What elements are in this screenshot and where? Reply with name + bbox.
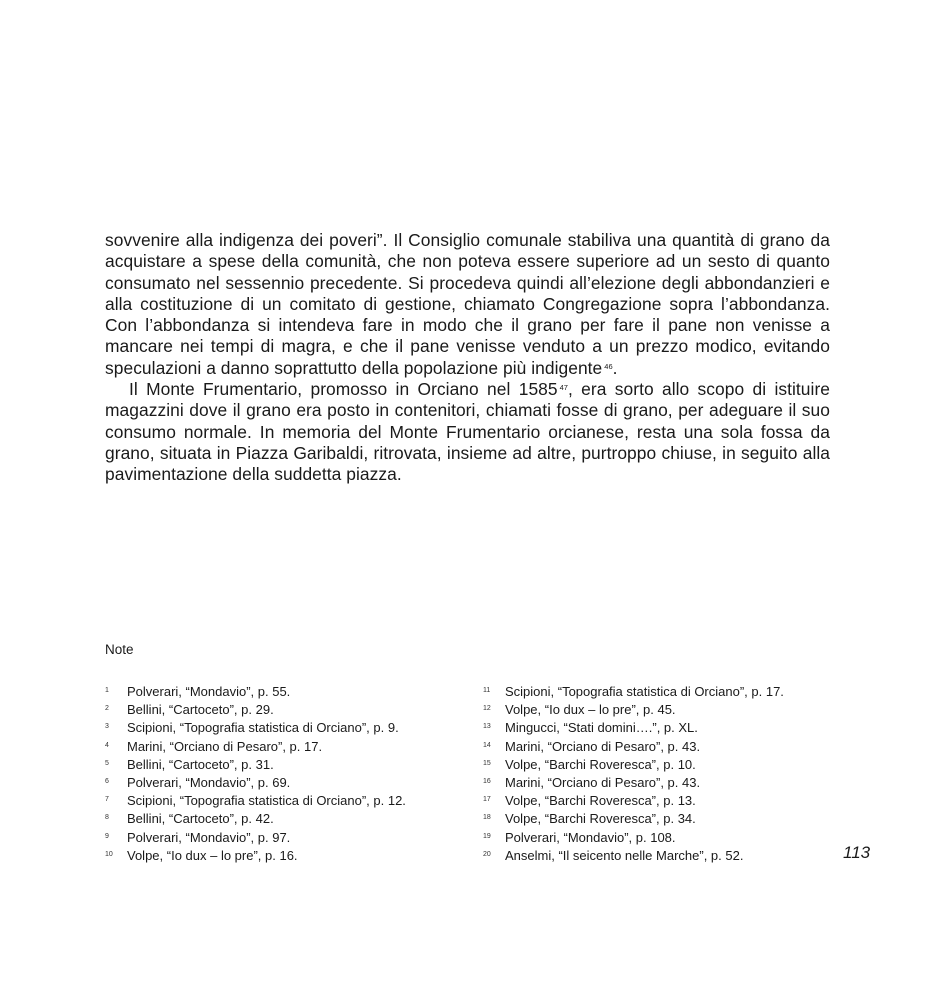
note-number: 3 bbox=[105, 723, 109, 731]
note-item bbox=[105, 719, 475, 737]
paragraph-2-start: Il Monte Frumentario, promosso in Orciano nel 1585 bbox=[129, 379, 558, 400]
note-number: 6 bbox=[105, 777, 109, 785]
note-number: 10 bbox=[105, 850, 113, 858]
note-item bbox=[105, 829, 475, 847]
notes-column-right bbox=[483, 683, 823, 865]
notes-heading: Note bbox=[105, 642, 134, 657]
note-text: Bellini, “Cartoceto”, p. 31. bbox=[127, 756, 274, 772]
note-item bbox=[483, 847, 823, 865]
note-item bbox=[105, 847, 475, 865]
note-number: 13 bbox=[483, 723, 491, 731]
paragraph-1-end: . bbox=[612, 357, 618, 378]
note-item bbox=[105, 738, 475, 756]
note-number: 12 bbox=[483, 705, 491, 713]
note-text: Scipioni, “Topografia statistica di Orciano”, p. 17. bbox=[505, 684, 784, 699]
note-text: Marini, “Orciano di Pesaro”, p. 17. bbox=[127, 738, 323, 754]
note-text: Volpe, “Barchi Roveresca”, p. 34. bbox=[505, 811, 696, 827]
note-text: Volpe, “Barchi Roveresca”, p. 10. bbox=[505, 756, 696, 772]
note-number: 19 bbox=[483, 832, 491, 840]
note-number: 2 bbox=[105, 705, 109, 713]
note-number: 7 bbox=[105, 796, 109, 804]
note-item bbox=[105, 792, 475, 810]
note-number: 17 bbox=[483, 796, 491, 804]
note-number: 11 bbox=[483, 687, 491, 694]
note-item bbox=[105, 810, 475, 828]
note-item bbox=[483, 829, 823, 847]
note-text: Scipioni, “Topografia statistica di Orciano”, p. 9. bbox=[127, 720, 399, 736]
note-number: 20 bbox=[483, 850, 491, 858]
paragraph-1 bbox=[105, 230, 830, 379]
note-number: 14 bbox=[483, 741, 491, 749]
note-text: Bellini, “Cartoceto”, p. 42. bbox=[127, 811, 274, 827]
note-number: 15 bbox=[483, 759, 491, 767]
note-number: 9 bbox=[105, 832, 109, 840]
note-number: 8 bbox=[105, 814, 109, 822]
paragraph-2-rest: , era sorto allo scopo di istituire magazzini dove il grano era posto in contenitori, chiamati fosse di grano, per adeguare il suo consumo normale. In memoria del Monte Frumentario orcianese, resta una sola fossa da grano, situata in Piazza Garibaldi, ritrovata, insieme ad altre, purtroppo chiuse, in seguito alla pavimentazione della suddetta piazza. bbox=[105, 379, 831, 485]
note-text: Polverari, “Mondavio”, p. 55. bbox=[127, 684, 291, 699]
note-text: Marini, “Orciano di Pesaro”, p. 43. bbox=[505, 738, 701, 754]
note-item bbox=[483, 701, 823, 719]
note-number: 1 bbox=[105, 687, 109, 694]
note-item bbox=[483, 719, 823, 737]
note-text: Volpe, “Io dux – lo pre”, p. 45. bbox=[505, 702, 676, 718]
note-item bbox=[483, 756, 823, 774]
note-text: Bellini, “Cartoceto”, p. 29. bbox=[127, 702, 274, 718]
note-item bbox=[483, 683, 823, 701]
note-number: 5 bbox=[105, 759, 109, 767]
note-item bbox=[105, 683, 475, 701]
note-text: Volpe, “Barchi Roveresca”, p. 13. bbox=[505, 793, 696, 809]
note-item bbox=[105, 701, 475, 719]
note-text: Anselmi, “Il seicento nelle Marche”, p. 52. bbox=[505, 847, 744, 863]
note-text: Polverari, “Mondavio”, p. 108. bbox=[505, 829, 676, 845]
note-item bbox=[483, 810, 823, 828]
footnote-ref-47: 47 bbox=[559, 383, 568, 393]
page-number: 113 bbox=[843, 843, 871, 862]
note-text: Marini, “Orciano di Pesaro”, p. 43. bbox=[505, 774, 701, 790]
body-text bbox=[105, 230, 830, 486]
note-item bbox=[105, 756, 475, 774]
note-text: Polverari, “Mondavio”, p. 69. bbox=[127, 774, 291, 790]
note-number: 4 bbox=[105, 741, 109, 749]
footnote-ref-46: 46 bbox=[604, 361, 613, 371]
note-number: 16 bbox=[483, 777, 491, 785]
paragraph-1-text: sovvenire alla indigenza dei poveri”. Il Consiglio comunale stabiliva una quantità di grano da acquistare a spese della comunità, che non poteva essere superiore ad un sesto di quanto consumato nel sessennio precedente. Si procedeva quindi all’elezione degli abbondanzieri e alla costituzione di un comitato di gestione, chiamato Congregazione sopra l’abbondanza. Con l’abbondanza si intendeva fare in modo che il grano per fare il pane non venisse a mancare nei tempi di magra, e che il pane venisse venduto a un prezzo modico, evitando speculazioni a danno soprattutto della popolazione più indigente bbox=[105, 230, 830, 378]
note-text: Scipioni, “Topografia statistica di Orciano”, p. 12. bbox=[127, 793, 406, 809]
note-item bbox=[483, 792, 823, 810]
note-text: Polverari, “Mondavio”, p. 97. bbox=[127, 829, 291, 845]
note-item bbox=[105, 774, 475, 792]
paragraph-2 bbox=[105, 379, 830, 485]
note-item bbox=[483, 774, 823, 792]
note-item bbox=[483, 738, 823, 756]
note-text: Minguccі, “Stati domini….”, p. XL. bbox=[505, 720, 698, 736]
note-number: 18 bbox=[483, 814, 491, 822]
notes-column-left bbox=[105, 683, 475, 865]
note-text: Volpe, “Io dux – lo pre”, p. 16. bbox=[127, 847, 298, 863]
